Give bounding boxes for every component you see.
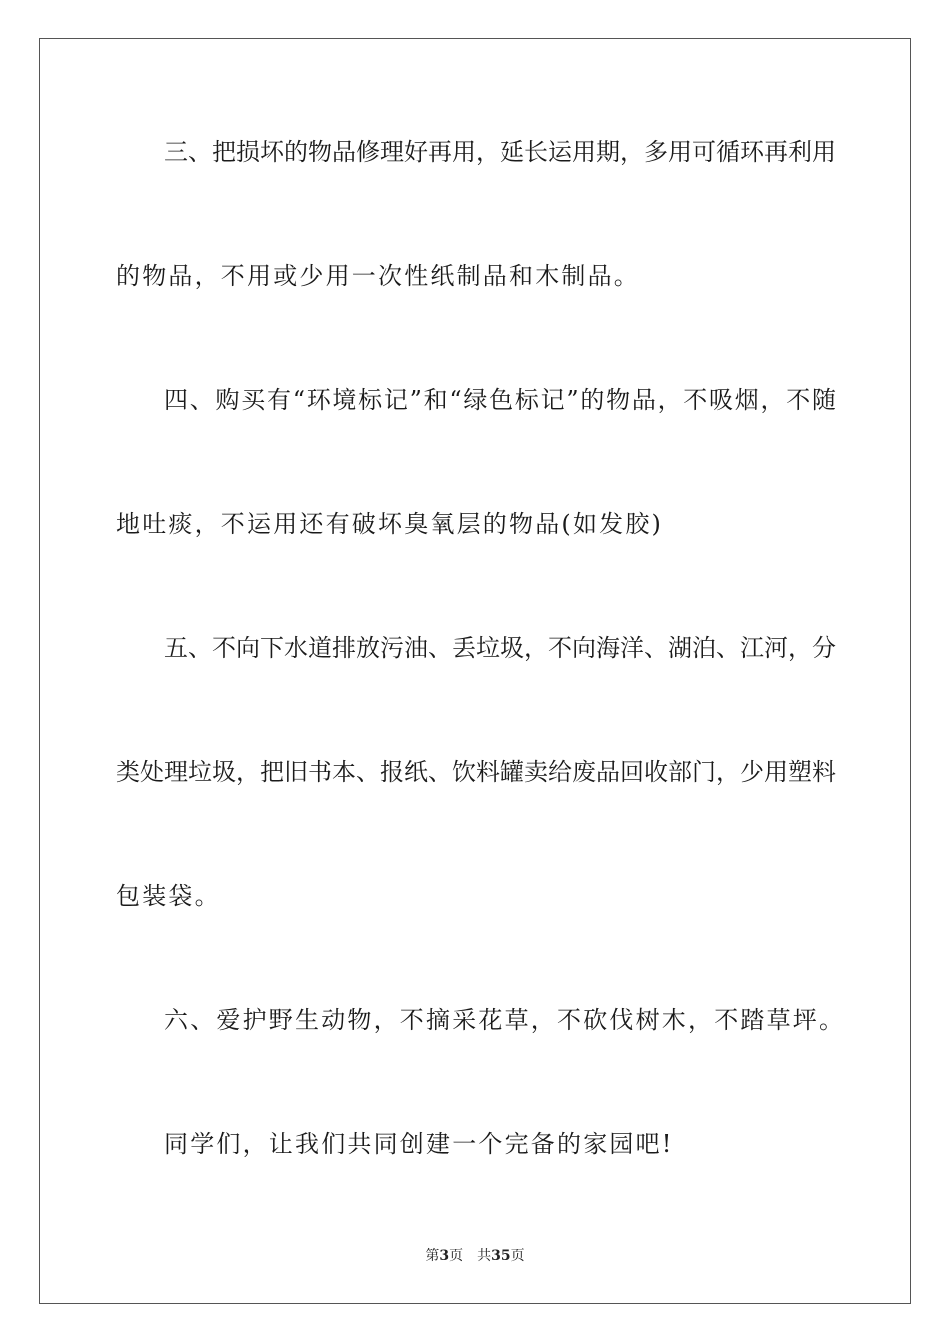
total-pages: 35 — [491, 1248, 511, 1264]
total-suffix: 页 — [510, 1248, 525, 1264]
paragraph-4-line-2: 地吐痰，不运用还有破坏臭氧层的物品(如发胶) — [116, 510, 664, 538]
page-border — [39, 38, 911, 1304]
paragraph-3-line-1: 三、把损坏的物品修理好再用，延长运用期，多用可循环再利用 — [164, 138, 836, 166]
paragraph-3-line-2: 的物品，不用或少用一次性纸制品和木制品。 — [116, 262, 640, 290]
paragraph-4-line-1: 四、购买有“环境标记”和“绿色标记”的物品，不吸烟，不随 — [164, 386, 836, 414]
paragraph-5-line-1: 五、不向下水道排放污油、丢垃圾，不向海洋、湖泊、江河，分 — [164, 634, 836, 662]
closing-line: 同学们，让我们共同创建一个完备的家园吧! — [164, 1130, 674, 1158]
paragraph-5-line-3: 包装袋。 — [116, 882, 221, 910]
page-footer — [0, 1247, 950, 1265]
page-prefix: 第 — [425, 1248, 440, 1264]
paragraph-5-line-2: 类处理垃圾，把旧书本、报纸、饮料罐卖给废品回收部门，少用塑料 — [116, 758, 836, 786]
page-suffix: 页 — [449, 1248, 464, 1264]
page-number: 3 — [439, 1248, 450, 1264]
total-prefix: 共 — [477, 1248, 492, 1264]
paragraph-6-line-1: 六、爱护野生动物，不摘采花草，不砍伐树木，不踏草坪。 — [164, 1006, 846, 1034]
